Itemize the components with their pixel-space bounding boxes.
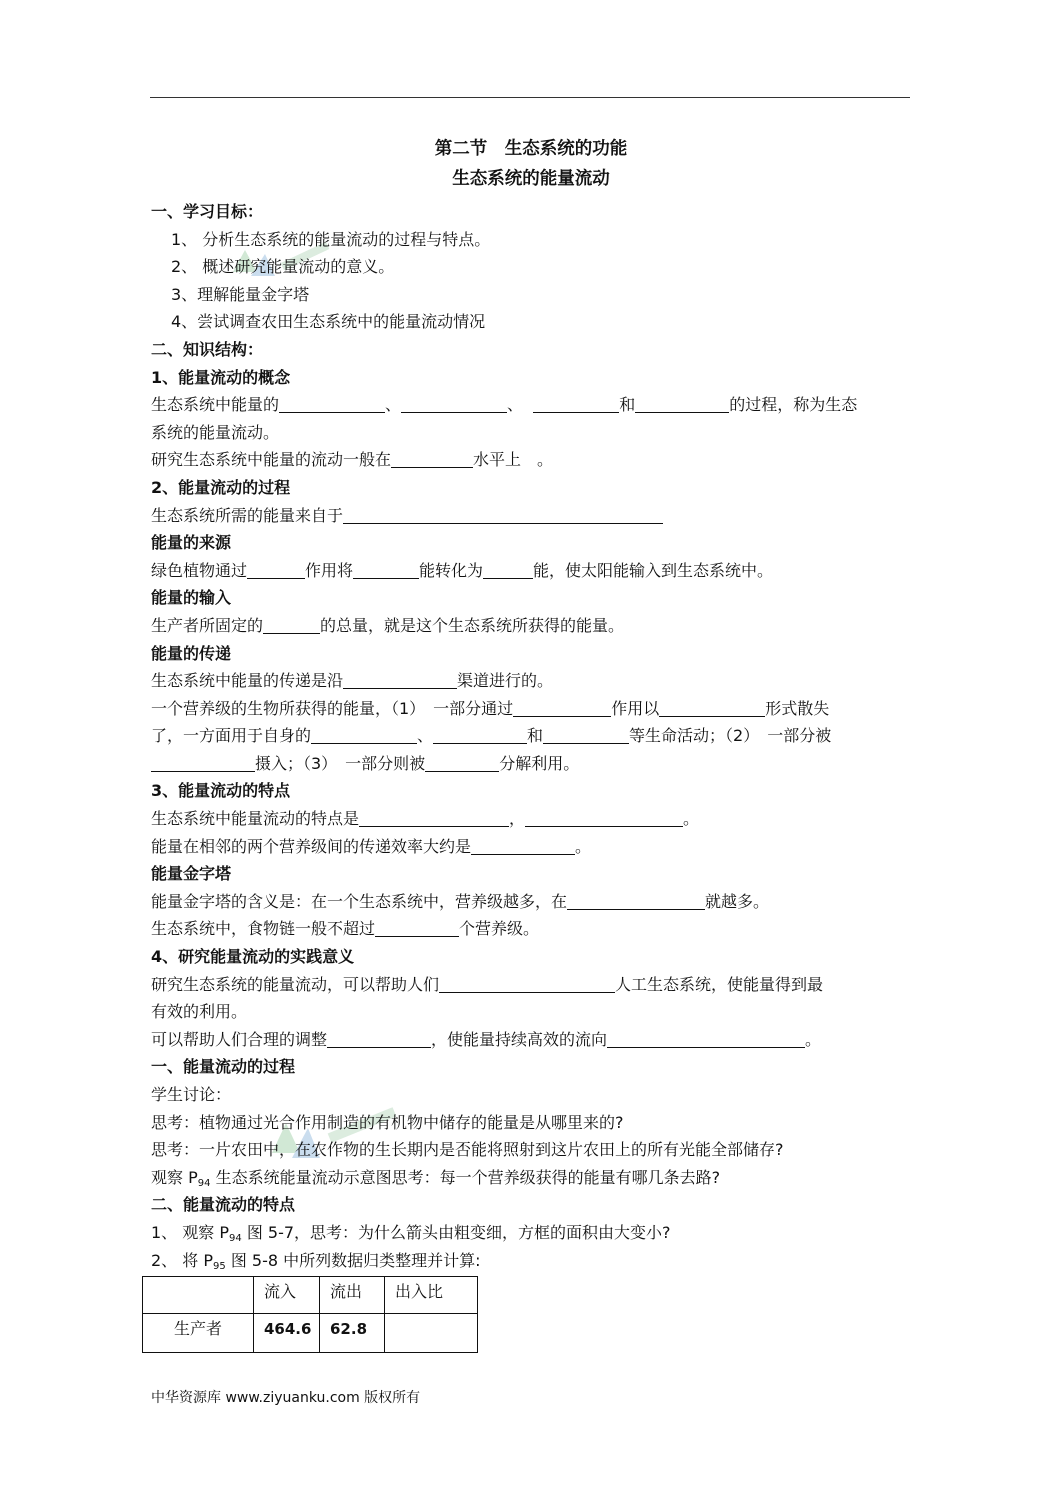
text-line: 学生讨论：	[151, 1085, 232, 1104]
answer-blank[interactable]	[401, 394, 507, 413]
table-cell: 生产者	[143, 1314, 254, 1353]
table-header-row	[143, 1277, 478, 1314]
table-cell[interactable]	[385, 1314, 478, 1353]
table-row	[143, 1314, 478, 1353]
answer-blank[interactable]	[533, 394, 619, 413]
page-subtitle: 生态系统的能量流动	[452, 169, 610, 189]
section-heading: 一、学习目标：	[151, 202, 264, 221]
objective-item: 3、理解能量金字塔	[171, 284, 310, 304]
answer-blank[interactable]	[375, 918, 459, 937]
answer-blank[interactable]	[607, 1029, 805, 1048]
table-cell: 464.6	[254, 1314, 320, 1353]
objective-item: 2、 概述研究能量流动的意义。	[171, 257, 395, 277]
answer-blank[interactable]	[359, 808, 509, 827]
topic-heading: 能量金字塔	[151, 864, 232, 884]
answer-blank[interactable]	[247, 560, 305, 579]
objective-item: 4、尝试调查农田生态系统中的能量流动情况	[171, 312, 486, 332]
question-line: 2、 将 $P_{95}$ 图 5-8 中所列数据归类整理并计算:	[151, 1250, 481, 1272]
fill-in-line: 生态系统中能量的传递是沿 渠道进行的。	[151, 671, 554, 691]
table-header-cell: 流入	[254, 1277, 320, 1314]
answer-blank[interactable]	[439, 974, 615, 993]
page-title: 第二节 生态系统的功能	[434, 139, 628, 159]
answer-blank[interactable]	[659, 698, 765, 717]
answer-blank[interactable]	[425, 753, 499, 772]
fill-in-line: 生态系统所需的能量来自于	[151, 502, 911, 530]
subsection-heading: 3、能量流动的特点	[151, 781, 291, 801]
answer-blank[interactable]	[343, 505, 663, 524]
text-line: 系统的能量流动。	[151, 422, 280, 442]
answer-blank[interactable]	[327, 1029, 431, 1048]
answer-blank[interactable]	[543, 725, 629, 744]
section-heading: 二、知识结构：	[151, 339, 264, 359]
answer-blank[interactable]	[353, 560, 419, 579]
table-header-cell: 出入比	[385, 1277, 478, 1314]
section-heading: 二、能量流动的特点	[151, 1195, 296, 1215]
answer-blank[interactable]	[567, 891, 705, 910]
fill-in-line: 生产者所固定的 的总量，就是这个生态系统所获得的能量。	[151, 615, 625, 635]
fill-in-line: 能量在相邻的两个营养级间的传递效率大约是 。	[151, 836, 592, 856]
objective-item: 1、 分析生态系统的能量流动的过程与特点。	[171, 229, 491, 249]
question-line: 思考：一片农田中，在农作物的生长期内是否能将照射到这片农田上的所有光能全部储存?	[151, 1140, 784, 1160]
question-line: 思考：植物通过光合作用制造的有机物中储存的能量是从哪里来的?	[151, 1112, 624, 1132]
fill-in-line: 能量金字塔的含义是：在一个生态系统中，营养级越多，在 就越多。	[151, 891, 770, 911]
fill-in-line: 绿色植物通过 作用将 能转化为 能，使太阳能输入到生态系统中。	[151, 560, 774, 580]
question-line: 观察 $P_{94}$ 生态系统能量流动示意图思考：每一个营养级获得的能量有哪几条去路?	[151, 1167, 721, 1189]
answer-blank[interactable]	[635, 394, 729, 413]
answer-blank[interactable]	[471, 836, 575, 855]
text-line: 有效的利用。	[151, 1002, 248, 1022]
question-line: 1、 观察 $P_{94}$ 图 5-7，思考：为什么箭头由粗变细，方框的面积由大变小?	[151, 1222, 671, 1244]
topic-heading: 能量的来源	[151, 533, 232, 553]
topic-heading: 能量的传递	[151, 643, 232, 663]
fill-in-line: 研究生态系统的能量流动，可以帮助人们 人工生态系统，使能量得到最	[151, 974, 824, 994]
topic-heading: 能量的输入	[151, 588, 232, 608]
fill-in-line: 研究生态系统中能量的流动一般在 水平上 。	[151, 450, 554, 470]
answer-blank[interactable]	[279, 394, 385, 413]
fill-in-line: 一个营养级的生物所获得的能量，（1） 一部分通过 作用以 形式散失	[151, 698, 830, 718]
answer-blank[interactable]	[433, 725, 527, 744]
answer-blank[interactable]	[263, 615, 320, 634]
subsection-heading: 2、能量流动的过程	[151, 477, 291, 497]
fill-in-line: 可以帮助人们合理的调整 ，使能量持续高效的流向 。	[151, 1029, 822, 1049]
answer-blank[interactable]	[513, 698, 611, 717]
section-heading: 一、能量流动的过程	[151, 1057, 296, 1077]
table-cell: 62.8	[320, 1314, 385, 1353]
answer-blank[interactable]	[151, 753, 255, 772]
subsection-heading: 4、研究能量流动的实践意义	[151, 947, 355, 967]
subsection-heading: 1、能量流动的概念	[151, 367, 291, 387]
table-header-cell	[143, 1277, 254, 1314]
fill-in-line: 摄入；（3） 一部分则被 分解利用。	[151, 750, 911, 778]
fill-in-line: 生态系统中能量流动的特点是 ， 。	[151, 809, 700, 829]
document-body	[151, 134, 911, 1353]
page-footer: 中华资源库 www.ziyuanku.com 版权所有	[151, 1390, 421, 1406]
answer-blank[interactable]	[391, 449, 473, 468]
header-rule	[150, 97, 910, 98]
energy-data-table	[142, 1276, 478, 1353]
fill-in-line: 生态系统中能量的 、 、 和 的过程，称为生态	[151, 395, 858, 415]
answer-blank[interactable]	[343, 670, 457, 689]
answer-blank[interactable]	[311, 725, 417, 744]
fill-in-line: 了，一方面用于自身的 、 和 等生命活动；（2） 一部分被	[151, 726, 832, 746]
answer-blank[interactable]	[525, 808, 683, 827]
table-header-cell: 流出	[320, 1277, 385, 1314]
fill-in-line: 生态系统中，食物链一般不超过 个营养级。	[151, 919, 540, 939]
answer-blank[interactable]	[483, 560, 533, 579]
